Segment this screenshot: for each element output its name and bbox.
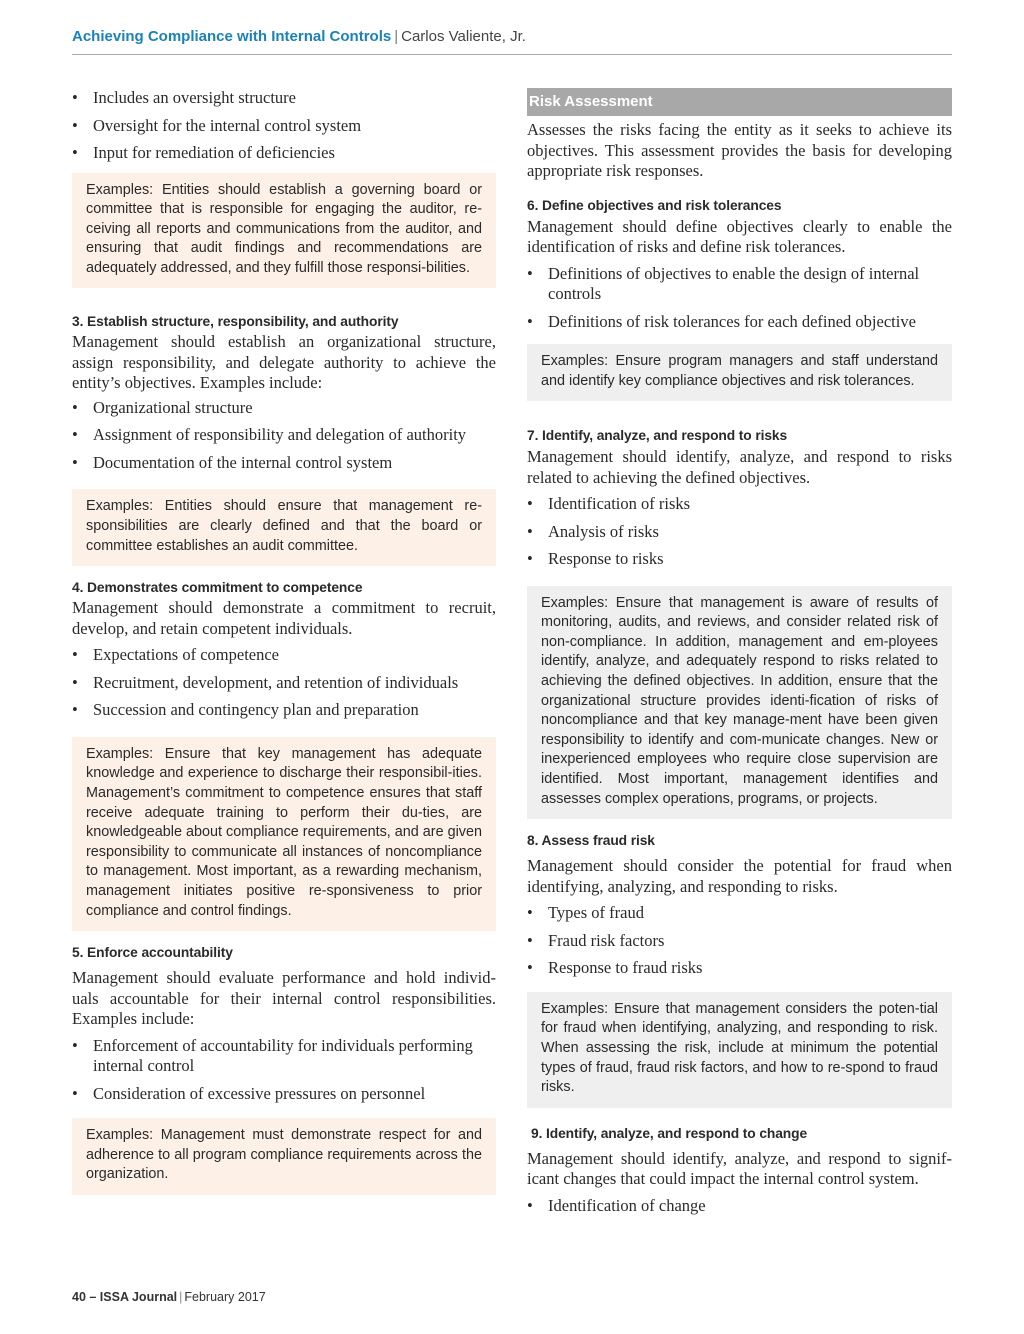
intro-bullet-list (72, 88, 496, 164)
bullet-list (72, 1036, 496, 1105)
section-body: Management should identify, analyze, and respond to risks related to achieving the defined objectives. (527, 447, 952, 487)
section-body: Management should evaluate performance and hold individ-uals accountable for their internal control responsibilities. Examples include: (72, 968, 496, 1029)
section-heading-8: 8. Assess fraud risk (527, 833, 655, 849)
footer-date: February 2017 (184, 1290, 266, 1304)
example-box: Examples: Entities should ensure that management re-sponsibilities are clearly defined and that the board or committee establishes an audit committee. (72, 489, 496, 566)
section-body: Management should consider the potential for fraud when identifying, analyzing, and responding to risks. (527, 856, 952, 896)
list-item: • Documentation of the internal control system (72, 453, 496, 474)
list-item: • Identification of change (527, 1196, 952, 1217)
list-item: • Response to risks (527, 549, 952, 570)
page-footer (72, 1290, 266, 1304)
section-heading-5: 5. Enforce accountability (72, 945, 233, 961)
list-item: • Analysis of risks (527, 522, 952, 543)
list-item: • Enforcement of accountability for individuals performing internal control (72, 1036, 496, 1077)
list-item: • Oversight for the internal control system (72, 116, 496, 137)
left-column (72, 88, 496, 1195)
list-item: • Assignment of responsibility and delegation of authority (72, 425, 496, 446)
example-box: Examples: Ensure that management is aware of results of monitoring, audits, and reviews, and consider related risk of non-compliance. In addition, management and em-ployees identify, analyze, and adequately respond to risks related to achieving the defined objectives. In addition, ensure that the organizational structure provides identi-fication of risks of noncompliance and that key manage-ment have been given responsibility to identify and com-municate changes. New or inexperienced employees who require close supervision are identified. Most important, management identifies and assesses complex operations, programs, or projects. (527, 586, 952, 820)
section-intro: Assesses the risks facing the entity as it seeks to achieve its objectives. This assessment provides the basis for developing appropriate risk responses. (527, 120, 952, 180)
list-item: • Definitions of objectives to enable the design of internal controls (527, 264, 952, 305)
footer-separator: | (179, 1290, 183, 1304)
section-body: Management should demonstrate a commitment to recruit, develop, and retain competent individuals. (72, 598, 496, 638)
footer-page: 40 – ISSA Journal (72, 1290, 178, 1304)
example-box: Examples: Ensure that management considers the poten-tial for fraud when identifying, analyzing, and responding to risk. When assessing the risk, include at minimum the potential types of fraud, fraud risk factors, and how to re-spond to fraud risks. (527, 992, 952, 1108)
bullet-list (72, 645, 496, 721)
section-body: Management should establish an organizational structure, assign responsibility, and delegate authority to achieve the entity’s objectives. Examples include: (72, 332, 496, 393)
section-heading-6: 6. Define objectives and risk tolerances (527, 197, 782, 213)
right-column (527, 88, 952, 1216)
bullet-list (527, 1196, 952, 1217)
list-item: • Fraud risk factors (527, 931, 952, 952)
list-item: • Response to fraud risks (527, 958, 952, 979)
bullet-list (527, 494, 952, 570)
list-item: • Consideration of excessive pressures on personnel (72, 1084, 496, 1105)
bullet-list (72, 398, 496, 474)
list-item: • Definitions of risk tolerances for each defined objective (527, 312, 952, 333)
section-heading-3: 3. Establish structure, responsibility, and authority (72, 314, 399, 330)
list-item: • Recruitment, development, and retention of individuals (72, 673, 496, 694)
header-separator: | (394, 28, 399, 45)
header-author: Carlos Valiente, Jr. (401, 28, 526, 45)
list-item: • Input for remediation of deficiencies (72, 143, 496, 164)
list-item: • Identification of risks (527, 494, 952, 515)
section-body: Management should define objectives clearly to enable the identification of risks and define risk tolerances. (527, 216, 952, 256)
section-heading-4: 4. Demonstrates commitment to competence (72, 580, 363, 596)
list-item: • Succession and contingency plan and preparation (72, 700, 496, 721)
section-heading-9: 9. Identify, analyze, and respond to change (531, 1125, 808, 1141)
example-box: Examples: Management must demonstrate respect for and adherence to all program compliance requirements across the organization. (72, 1118, 496, 1195)
bullet-list (527, 264, 952, 333)
list-item: • Expectations of competence (72, 645, 496, 666)
example-box: Examples: Ensure program managers and staff understand and identify key compliance objectives and risk tolerances. (527, 344, 952, 401)
section-banner: Risk Assessment (527, 88, 952, 116)
example-box: Examples: Ensure that key management has adequate knowledge and experience to discharge their responsibil-ities. Management’s commitment to competence ensures that staff receive adequate training to perform their du-ties, are knowledgeable about compliance requirements, and are given responsibility to communicate all instances of noncompliance to management. Most important, as a rewarding mechanism, management initiates positive re-sponsiveness to prior compliance and control findings. (72, 737, 496, 931)
section-body: Management should identify, analyze, and respond to signif-icant changes that could impact the internal control system. (527, 1148, 952, 1189)
list-item: • Includes an oversight structure (72, 88, 496, 109)
section-heading-7: 7. Identify, analyze, and respond to risks (527, 428, 788, 444)
bullet-list (527, 903, 952, 979)
list-item: • Types of fraud (527, 903, 952, 924)
running-header (72, 28, 952, 55)
example-box: Examples: Entities should establish a governing board or committee that is responsible for engaging the auditor, re-ceiving all reports and communications from the auditor, and ensuring that audit findings and recommendations are adequately addressed, and they fulfill those responsi-bilities. (72, 173, 496, 289)
list-item: • Organizational structure (72, 398, 496, 419)
header-title: Achieving Compliance with Internal Controls (72, 28, 392, 45)
